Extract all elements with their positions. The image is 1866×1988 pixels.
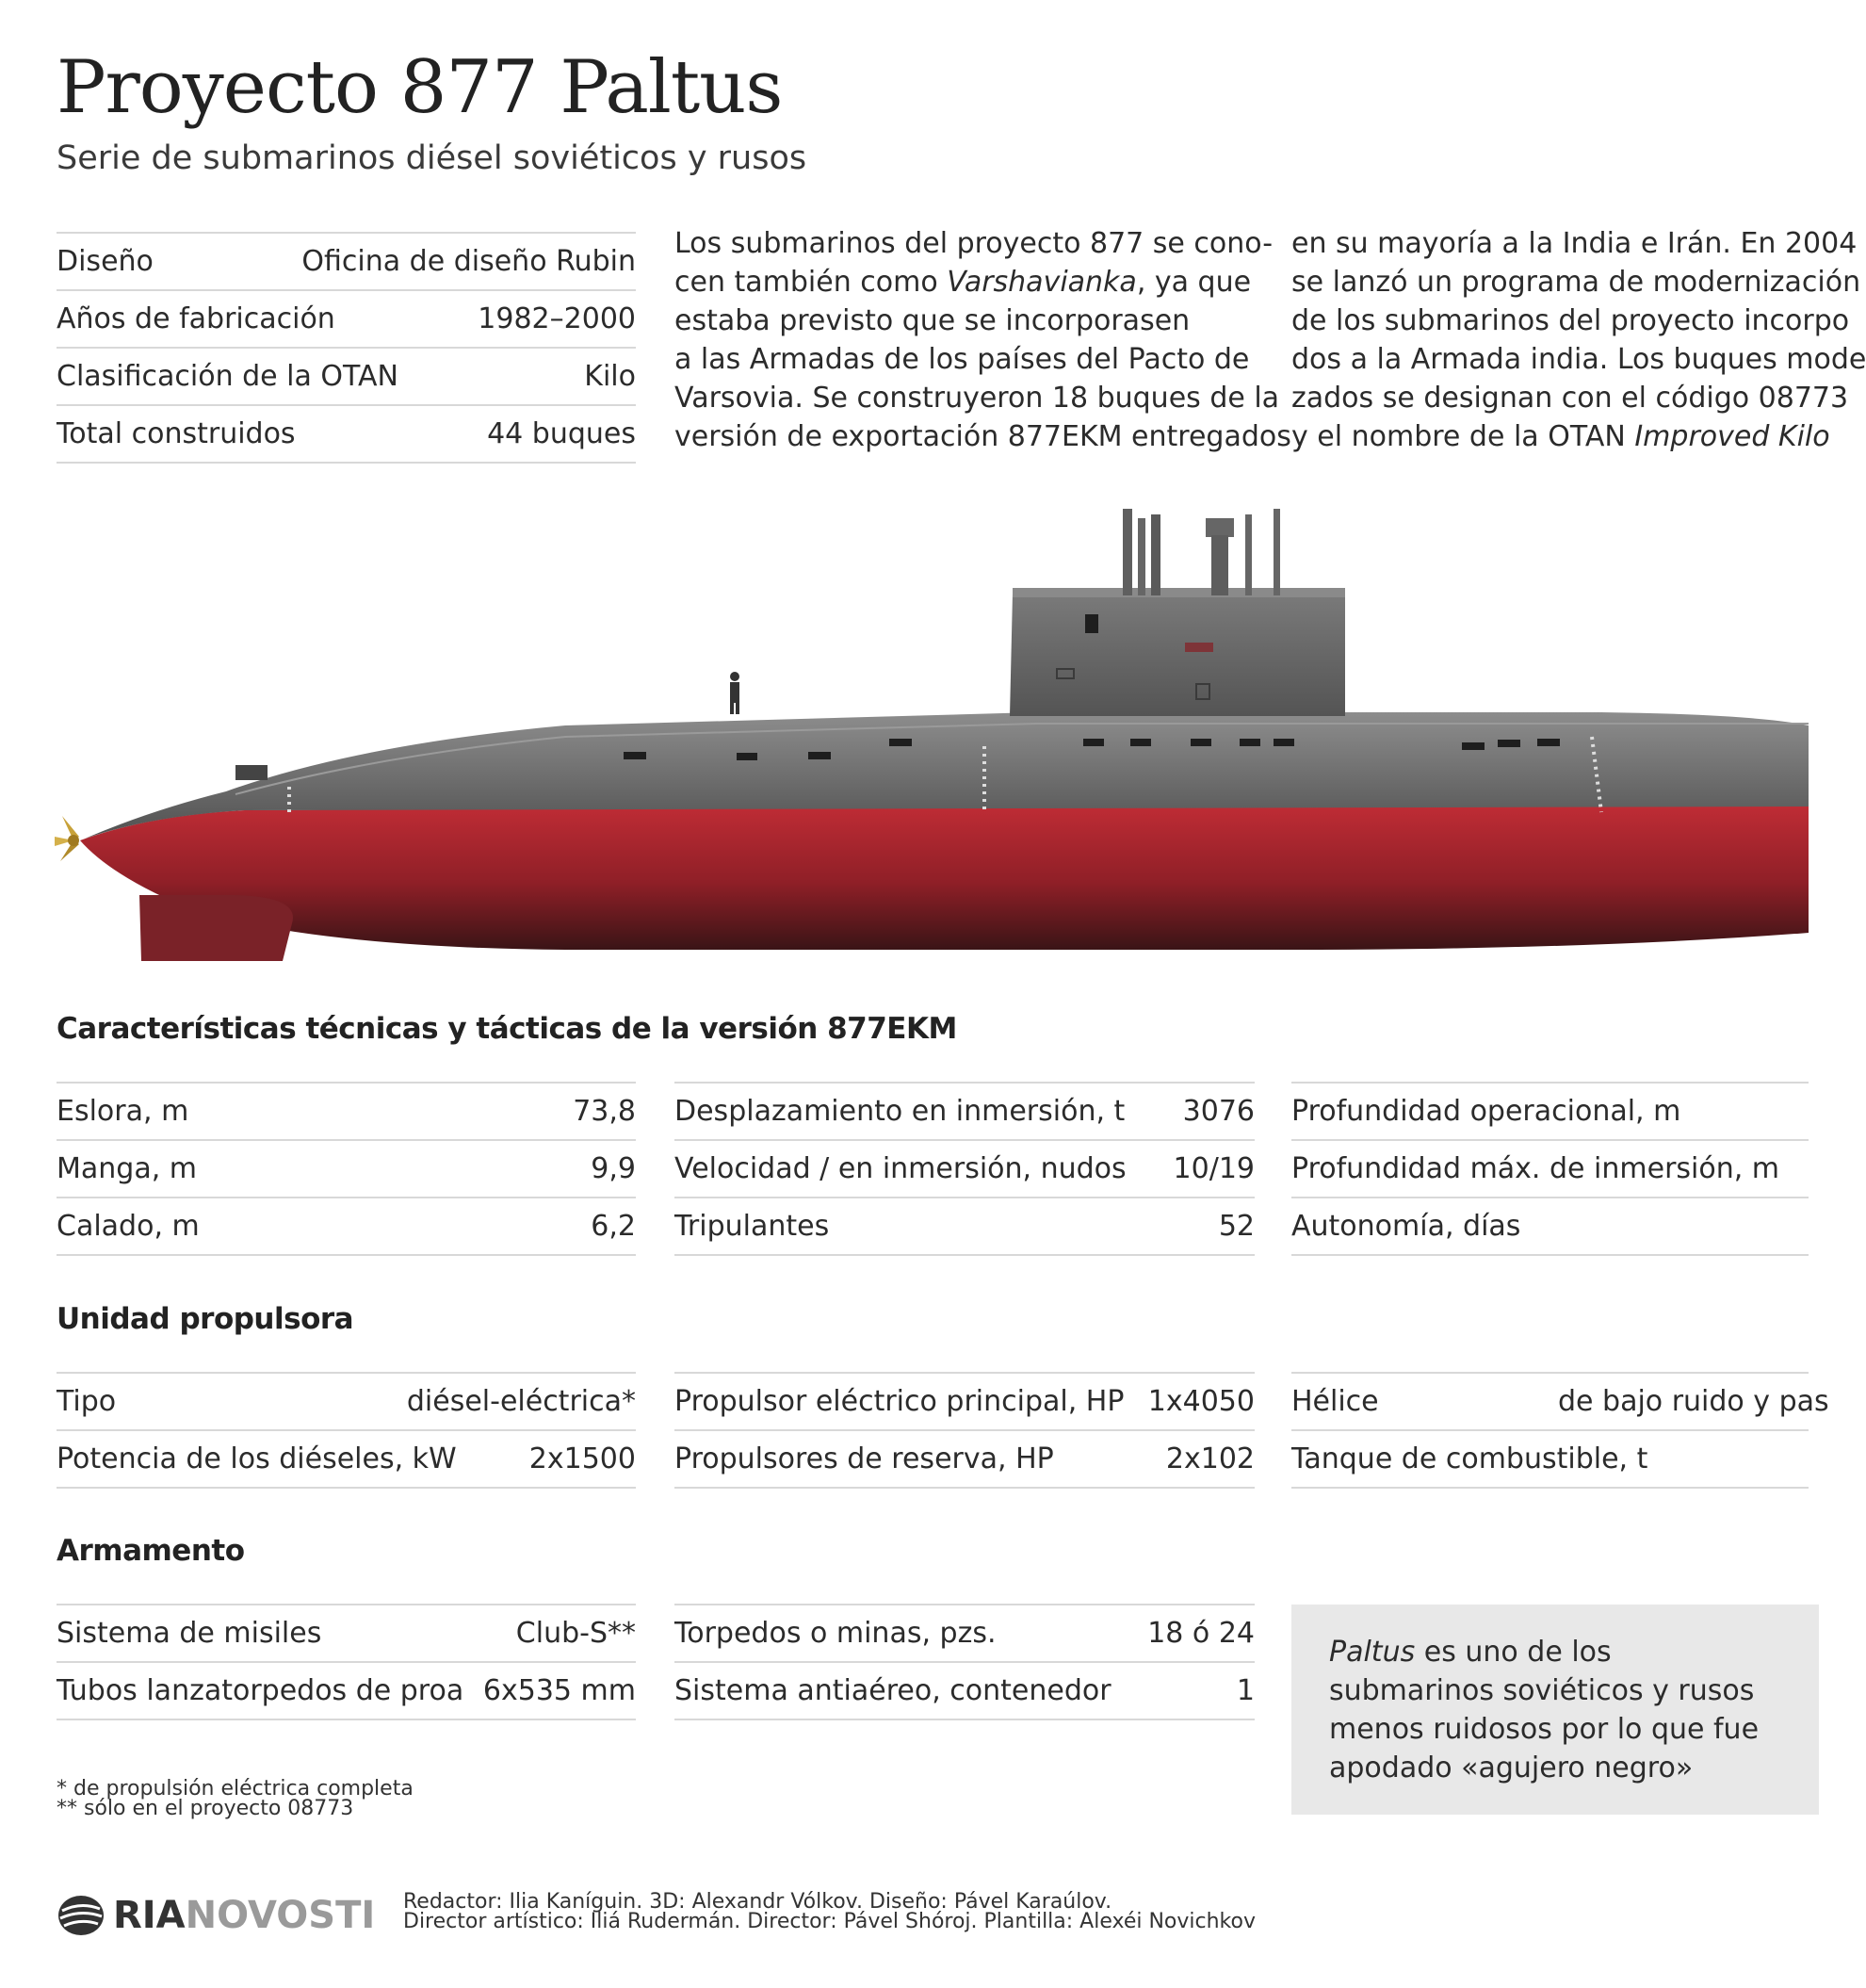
tech-row xyxy=(57,1139,636,1197)
intro-line: de los submarinos del proyecto incorpo xyxy=(1291,304,1850,337)
tech-label: Manga, m xyxy=(57,1152,198,1185)
propeller xyxy=(55,816,79,861)
summary-row-total xyxy=(57,404,636,464)
armament-label: Sistema antiaéreo, contenedor xyxy=(674,1674,1111,1707)
intro-line: estaba previsto que se incorporasen xyxy=(674,304,1191,337)
logo-wordmark xyxy=(113,1894,375,1937)
intro-paragraph-2 xyxy=(1291,224,1866,456)
armament-row xyxy=(674,1604,1255,1661)
propulsion-row xyxy=(1291,1372,1829,1429)
propulsion-label: Propulsores de reserva, HP xyxy=(674,1442,1054,1475)
propulsion-value: de bajo ruido y pas xyxy=(1558,1385,1829,1418)
propulsion-label: Tanque de combustible, t xyxy=(1291,1442,1648,1475)
armament-label: Sistema de misiles xyxy=(57,1617,322,1650)
summary-label: Clasificación de la OTAN xyxy=(57,360,399,393)
footnote-2: ** sólo en el proyecto 08773 xyxy=(57,1797,354,1820)
propulsion-row xyxy=(674,1372,1255,1429)
footnote-1: * de propulsión eléctrica completa xyxy=(57,1777,414,1801)
armament-row xyxy=(674,1661,1255,1720)
summary-value: 44 buques xyxy=(487,417,636,450)
tech-value: 73,8 xyxy=(573,1095,636,1128)
intro-line: Varsovia. Se construyeron 18 buques de la xyxy=(674,382,1280,415)
summary-value: Oficina de diseño Rubin xyxy=(301,245,636,278)
logo-part-1: RIA xyxy=(113,1894,186,1937)
propulsion-value: 1x4050 xyxy=(1147,1385,1255,1418)
armament-label: Tubos lanzatorpedos de proa xyxy=(57,1674,464,1707)
tech-label: Desplazamiento en inmersión, t xyxy=(674,1095,1126,1128)
section-heading-armament: Armamento xyxy=(57,1534,245,1568)
intro-line: dos a la Armada india. Los buques mode xyxy=(1291,343,1866,376)
tech-value: 9,9 xyxy=(591,1152,636,1185)
intro-line: a las Armadas de los países del Pacto de xyxy=(674,343,1250,376)
armament-value: 6x535 mm xyxy=(482,1674,636,1707)
propulsion-row xyxy=(674,1429,1255,1489)
ria-novosti-logo xyxy=(57,1894,375,1937)
propulsion-value: 2x1500 xyxy=(528,1442,636,1475)
propulsion-value: diésel-eléctrica* xyxy=(406,1385,636,1418)
credits-line-2: Director artístico: Iliá Rudermán. Director: Pável Shóroj. Plantilla: Alexéi Novichkov xyxy=(403,1910,1256,1933)
tech-row xyxy=(674,1197,1255,1256)
intro-line: en su mayoría a la India e Irán. En 2004 xyxy=(1291,227,1858,260)
tech-row xyxy=(674,1139,1255,1197)
summary-row-design xyxy=(57,232,636,289)
note-box xyxy=(1291,1605,1819,1815)
intro-line xyxy=(674,263,1258,301)
propulsion-label: Propulsor eléctrico principal, HP xyxy=(674,1385,1125,1418)
summary-label: Años de fabricación xyxy=(57,302,335,335)
section-heading-propulsion: Unidad propulsora xyxy=(57,1302,354,1336)
tech-value: 10/19 xyxy=(1173,1152,1255,1185)
submarine-illustration xyxy=(0,490,1809,980)
summary-value: 1982–2000 xyxy=(478,302,636,335)
propulsion-label: Tipo xyxy=(57,1385,117,1418)
summary-label: Diseño xyxy=(57,245,154,278)
note-italic: Paltus xyxy=(1329,1636,1416,1669)
tech-label: Calado, m xyxy=(57,1210,200,1243)
intro-line: zados se designan con el código 08773 xyxy=(1291,382,1849,415)
intro-line xyxy=(1291,417,1830,456)
intro-line: Los submarinos del proyecto 877 se cono- xyxy=(674,227,1274,260)
armament-row xyxy=(57,1604,636,1661)
summary-value: Kilo xyxy=(584,360,636,393)
tech-value: 52 xyxy=(1218,1210,1255,1243)
section-heading-tech: Características técnicas y tácticas de la versión 877EKM xyxy=(57,1012,957,1046)
tech-row xyxy=(1291,1197,1809,1256)
page-subtitle: Serie de submarinos diésel soviéticos y rusos xyxy=(57,139,807,177)
tech-row xyxy=(57,1082,636,1139)
hull-lower xyxy=(80,801,1809,950)
intro-italic: Improved Kilo xyxy=(1634,420,1830,453)
sailor-figure xyxy=(730,672,739,714)
periscope-mast xyxy=(1123,509,1132,595)
propulsion-row xyxy=(57,1372,636,1429)
intro-paragraph-1 xyxy=(674,224,1291,456)
propulsion-value: 2x102 xyxy=(1165,1442,1255,1475)
tech-label: Velocidad / en inmersión, nudos xyxy=(674,1152,1127,1185)
intro-italic: Varshavianka xyxy=(947,266,1137,299)
propulsion-label: Potencia de los diéseles, kW xyxy=(57,1442,457,1475)
intro-line: se lanzó un programa de modernización xyxy=(1291,266,1861,299)
armament-value: Club-S** xyxy=(515,1617,636,1650)
summary-label: Total construidos xyxy=(57,417,296,450)
page-title: Proyecto 877 Paltus xyxy=(57,45,783,130)
tech-label: Profundidad operacional, m xyxy=(1291,1095,1681,1128)
tech-label: Tripulantes xyxy=(674,1210,830,1243)
tech-label: Autonomía, días xyxy=(1291,1210,1521,1243)
summary-row-nato xyxy=(57,347,636,404)
summary-row-years xyxy=(57,289,636,347)
tech-row xyxy=(674,1082,1255,1139)
armament-value: 1 xyxy=(1236,1674,1255,1707)
tech-row xyxy=(1291,1139,1809,1197)
rudder xyxy=(139,895,293,961)
propulsion-row xyxy=(1291,1429,1809,1489)
tech-value: 6,2 xyxy=(591,1210,636,1243)
tech-row xyxy=(1291,1082,1809,1139)
tech-value: 3076 xyxy=(1182,1095,1255,1128)
credits-line-1: Redactor: Ilia Kaníguin. 3D: Alexandr Vólkov. Diseño: Pável Karaúlov. xyxy=(403,1890,1112,1914)
note-text: es uno de los submarinos soviéticos y rusos menos ruidosos por lo que fue apodado «agujero negro» xyxy=(1329,1636,1760,1784)
intro-text: , ya que xyxy=(1136,266,1252,299)
armament-label: Torpedos o minas, pzs. xyxy=(674,1617,997,1650)
intro-line: versión de exportación 877EKM entregados xyxy=(674,420,1291,453)
logo-part-2: NOVOSTI xyxy=(185,1894,376,1937)
propulsion-row xyxy=(57,1429,636,1489)
conning-tower xyxy=(1010,594,1345,716)
tech-label: Eslora, m xyxy=(57,1095,189,1128)
armament-row xyxy=(57,1661,636,1720)
globe-logo-icon xyxy=(57,1894,105,1937)
armament-value: 18 ó 24 xyxy=(1147,1617,1255,1650)
propulsion-label: Hélice xyxy=(1291,1385,1379,1418)
tech-row xyxy=(57,1197,636,1256)
tech-label: Profundidad máx. de inmersión, m xyxy=(1291,1152,1780,1185)
intro-text: cen también como xyxy=(674,266,948,299)
intro-text: y el nombre de la OTAN xyxy=(1291,420,1635,453)
